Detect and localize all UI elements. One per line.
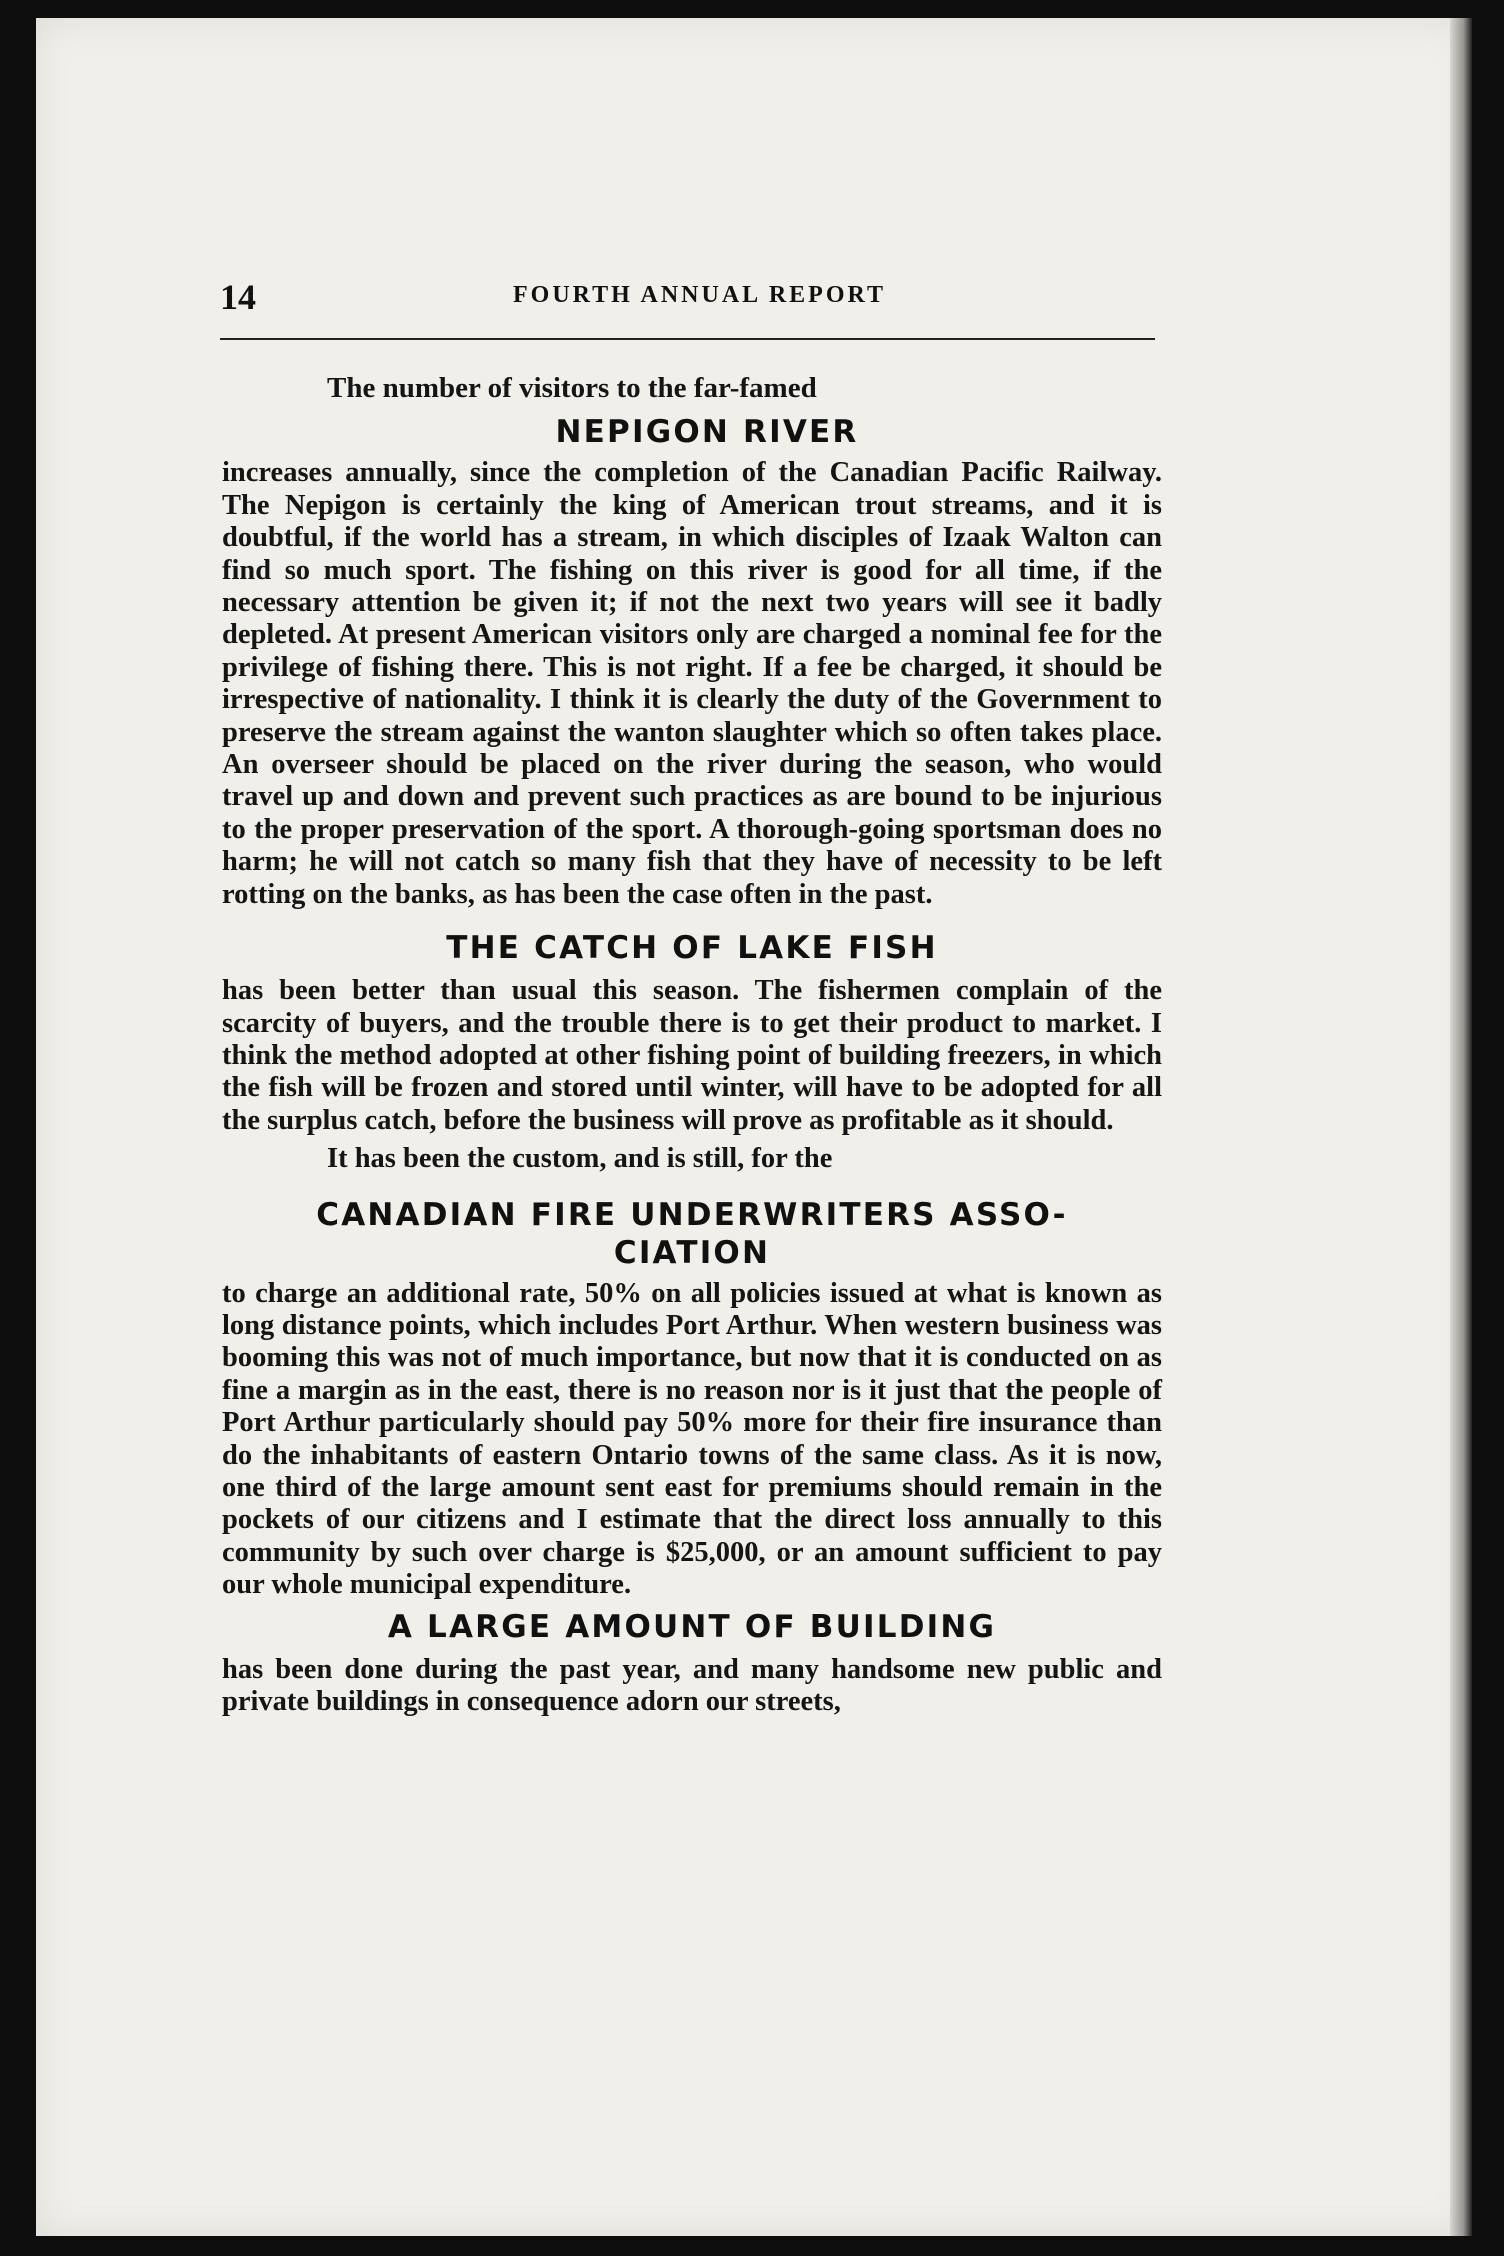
paragraph-building: has been done during the past year, and many handsome new public and private buildings in consequence adorn our streets, [222,1653,1162,1717]
heading-fire-underwriters-line2: CIATION [613,1234,771,1271]
page-edge-shadow [1450,18,1472,2236]
paragraph-fire-underwriters: to charge an additional rate, 50% on all policies issued at what is known as long distance points, which includes Port Arthur. When western business was booming this was not of much importance, but now that it is conducted on as fine a margin as in the east, there is no reason nor is it just that the people of Port Arthur particularly should pay 50% more for their fire insurance than do the inhabitants of eastern Ontario towns of the same class. As it is now, one third of the large amount sent east for premiums should remain in the pockets of our citizens and I estimate that the direct loss annually to this community by such over charge is $25,000, or an amount sufficient to pay our whole municipal expenditure. [222,1277,1162,1601]
page-body [222,372,1162,1718]
heading-catch-of-lake-fish: THE CATCH OF LAKE FISH [446,930,938,967]
page-number: 14 [220,277,256,317]
paragraph-nepigon-river: increases annually, since the completion of the Canadian Pacific Railway. The Nepigon is certainly the king of American trout streams, and it is doubtful, if the world has a stream, in which disciples of Izaak Walton can find so much sport. The fishing on this river is good for all time, if the necessary attention be given it; if not the next two years will see it badly depleted. At present American visitors only are charged a nominal fee for the privilege of fishing there. This is not right. If a fee be charged, it should be irrespective of nationality. I think it is clearly the duty of the Government to preserve the stream against the wanton slaughter which so often takes place. An overseer should be placed on the river during the season, who would travel up and down and prevent such practices as are bound to be injurious to the proper preservation of the sport. A thorough-going sportsman does no harm; he will not catch so many fish that they have of necessity to be left rotting on the banks, as has been the case often in the past. [222,457,1162,910]
page-header [220,262,1155,317]
header-rule [220,338,1155,340]
running-head: FOURTH ANNUAL REPORT [513,282,887,308]
heading-large-amount-of-building: A LARGE AMOUNT OF BUILDING [387,1608,997,1645]
heading-fire-underwriters-line1: CANADIAN FIRE UNDERWRITERS ASSO- [316,1196,1068,1233]
heading-nepigon-river: NEPIGON RIVER [555,414,859,451]
intro-line: The number of visitors to the far-famed [327,372,817,404]
paragraph-lake-fish: has been better than usual this season. The fishermen complain of the scarcity of buyers, and the trouble there is to get their product to market. I think the method adopted at other fishing point of building freezers, in which the fish will be frozen and stored until winter, will have to be adopted for all the surplus catch, before the business will prove as profitable as it should. [222,975,1162,1136]
paragraph-custom-lead-in: It has been the custom, and is still, for the [327,1143,833,1175]
heading-fire-underwriters [222,1196,1162,1272]
